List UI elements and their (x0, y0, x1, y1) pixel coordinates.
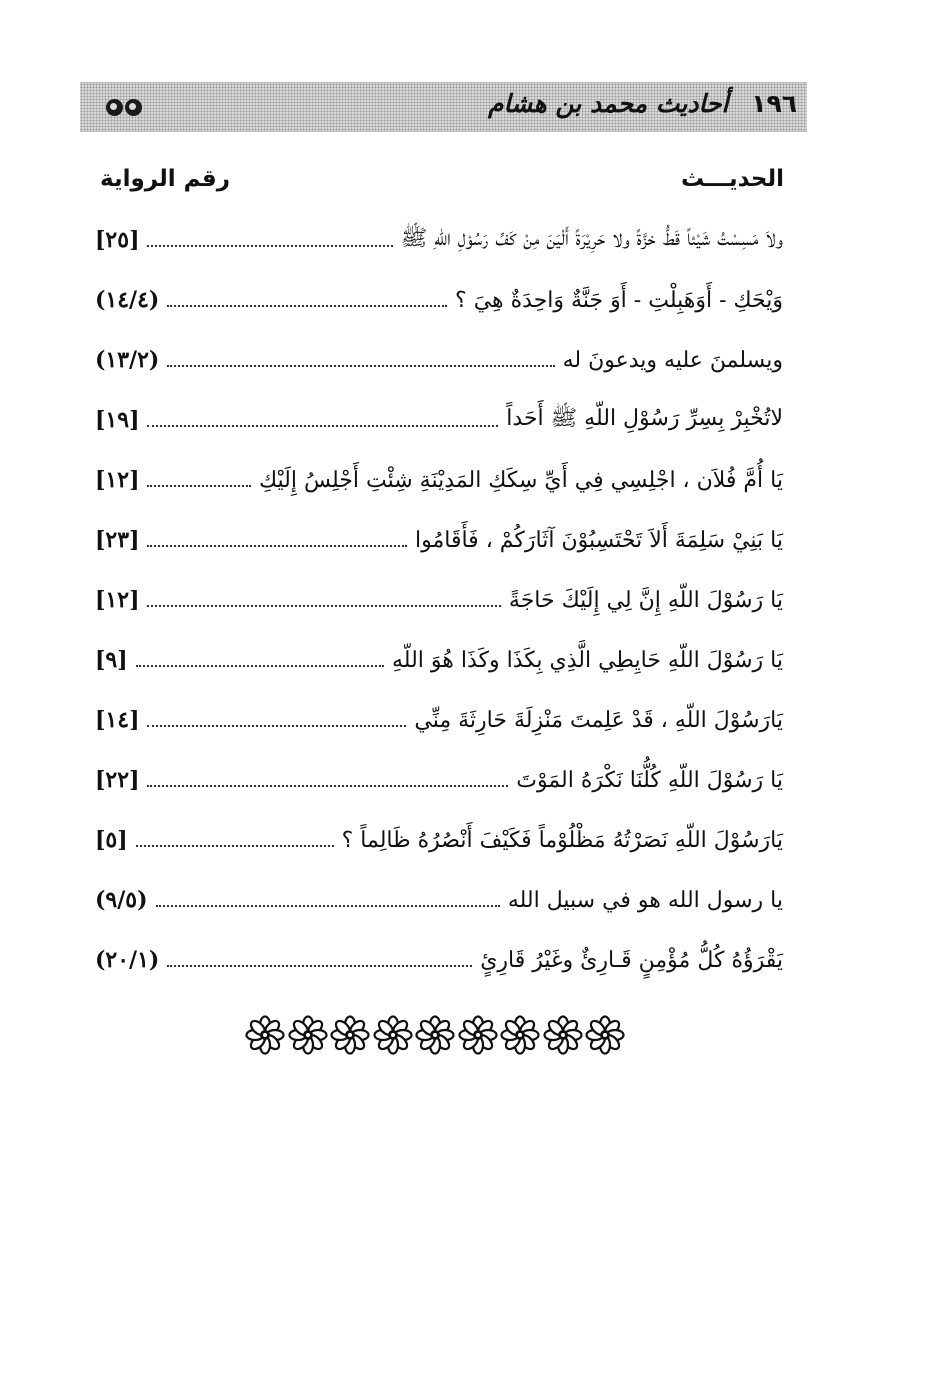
section-end-ornament (245, 1014, 625, 1056)
flower-ornament-icon (415, 1015, 455, 1055)
hadith-text: يَارَسُوْلَ اللّهِ ، قَدْ عَلِمتَ مَنْزِلَةَ حَارِثَةَ مِنِّي (414, 707, 783, 733)
dot-leader (167, 305, 447, 307)
hadith-text: لاتُخْبِرْ بِسِرِّ رَسُوْلِ اللّهِ ﷺ أَحَداً (506, 406, 783, 431)
dot-leader (147, 245, 392, 247)
dot-leader (156, 905, 500, 907)
flower-ornament-icon (373, 1015, 413, 1055)
narration-ref: [١٢] (95, 467, 140, 493)
narration-ref: (١٣/٢) (95, 347, 160, 373)
hadith-text: يَا أُمَّ فُلاَن ، اجْلِسِي فِي أَيِّ سِكَكِ المَدِيْنَةِ شِئْتِ أَجْلِسُ إِلَيْكِ (258, 467, 783, 493)
hadith-text: يَا رَسُوْلَ اللّهِ كُلُّنَا نَكْرَهُ المَوْتَ (516, 767, 783, 793)
narration-ref: [١٩] (95, 407, 140, 433)
column-heading-hadith: الحديـــث (681, 166, 784, 192)
narration-ref: (١٤/٤) (95, 287, 160, 313)
list-item (95, 870, 783, 930)
hadith-text: يا رسول الله هو في سبيل الله (507, 887, 783, 913)
narration-ref: [١٢] (95, 587, 140, 613)
list-item (95, 810, 783, 870)
column-heading-narration-number: رقم الرواية (100, 166, 230, 192)
book-title: أحاديث محمد بن هشام (488, 89, 729, 118)
list-item (95, 210, 783, 270)
narration-ref: [٢٣] (95, 527, 140, 553)
dot-leader (147, 605, 500, 607)
hadith-text: ويسلمنَ عليه ويدعونَ له (562, 347, 783, 373)
flower-ornament-icon (458, 1015, 498, 1055)
flower-ornament-icon (330, 1015, 370, 1055)
narration-ref: [٢٥] (95, 227, 140, 253)
dot-leader (167, 365, 554, 367)
hadith-index-list (95, 210, 783, 990)
flower-ornament-icon (500, 1015, 540, 1055)
flower-ornament-icon (543, 1015, 583, 1055)
list-item (95, 630, 783, 690)
list-item (95, 450, 783, 510)
narration-ref: [٩] (95, 647, 128, 673)
narration-ref: [١٤] (95, 707, 140, 733)
list-item (95, 330, 783, 390)
list-item (95, 510, 783, 570)
header-title (488, 89, 797, 118)
list-item (95, 750, 783, 810)
dot-leader (167, 965, 472, 967)
flower-ornament-icon (288, 1015, 328, 1055)
narration-ref: (٢٠/١) (95, 947, 160, 973)
page-number: ١٩٦ (751, 89, 797, 118)
dot-leader (147, 485, 251, 487)
list-item (95, 570, 783, 630)
dot-leader (147, 785, 508, 787)
hadith-text: يَقْرَؤُهُ كُلُّ مُؤْمِنٍ قَـارِئٌ وغَيْرُ قَارِئٍ (480, 947, 783, 973)
list-item (95, 930, 783, 990)
narration-ref: [٢٢] (95, 767, 140, 793)
dot-leader (147, 425, 498, 427)
hadith-text: يَا رَسُوْلَ اللّهِ حَايِطِي الَّذِي بِكَذَا وكَذَا هُوَ اللّهِ (391, 647, 783, 673)
narration-ref: [٥] (95, 827, 128, 853)
dot-leader (136, 845, 334, 847)
hadith-text: يَا رَسُوْلَ اللّهِ إِنَّ لِي إِلَيْكَ حَاجَةً (508, 587, 783, 613)
dot-leader (147, 725, 406, 727)
hadith-text: يَا بَنِيْ سَلِمَةَ أَلاَ تَحْتَسِبُوْنَ آثَارَكُمْ ، فَأَقَامُوا (415, 527, 783, 553)
list-item (95, 690, 783, 750)
header-dots-ornament-icon (106, 99, 142, 116)
list-item (95, 270, 783, 330)
flower-ornament-icon (585, 1015, 625, 1055)
hadith-text: وَيْحَكِ - أَوَهَبِلْتِ - أَوَ جَنَّةٌ وَاحِدَةٌ هِيَ ؟ (455, 287, 783, 313)
narration-ref: (٩/٥) (95, 887, 148, 913)
list-item (95, 390, 783, 450)
dot-leader (147, 545, 407, 547)
flower-ornament-icon (245, 1015, 285, 1055)
running-header (80, 82, 807, 132)
hadith-text: يَارَسُوْلَ اللّهِ نَصَرْتُهُ مَظْلُوْماً فَكَيْفَ أَنْصُرُهُ ظَالِماً ؟ (341, 827, 783, 853)
dot-leader (136, 665, 384, 667)
hadith-text: ولاَ مَسِسْتُ شَيْئاً قَطُّ خزَّةً ولا حَرِيْرَةً أَلْيَنَ مِنْ كَفِّ رَسُوْلِ اللّهِ ﷺ (400, 226, 783, 251)
